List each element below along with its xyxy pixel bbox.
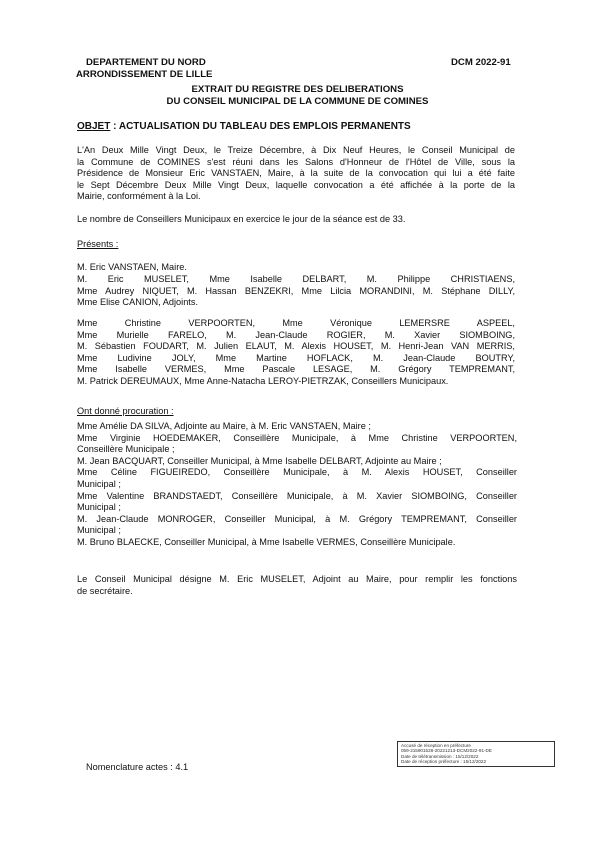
procuration-line: Municipal ; [77, 478, 121, 489]
adjoints-line: Mme Audrey NIQUET, M. Hassan BENZEKRI, Mme Lilcia MORANDINI, M. Stéphane DILLY, [77, 285, 515, 296]
procuration-line: Mme Céline FIGUEIREDO, Conseillère Municipale, à M. Alexis HOUSET, Conseiller [77, 467, 517, 478]
arrondissement-label: ARRONDISSEMENT DE LILLE [76, 69, 213, 80]
adjoints-paragraph [77, 274, 515, 309]
intro-line: Mairie, conformément à la Loi. [77, 191, 201, 202]
stamp-line: Date de télétransmission : 15/12/2022 [401, 753, 479, 759]
intro-line: la Commune de COMINES s'est réuni dans les Salons d'Honneur de l'Hôtel de Ville, sous la [77, 156, 515, 167]
nomenclature-text: Nomenclature actes : 4.1 [86, 762, 189, 772]
procuration-line: Conseillère Municipale ; [77, 444, 175, 455]
conseillers-line: Mme Ludivine JOLY, Mme Martine HOFLACK, M. Jean-Claude BOUTRY, [77, 352, 515, 363]
department-label: DEPARTEMENT DU NORD [86, 57, 206, 68]
conseillers-paragraph [77, 318, 515, 388]
secretaire-paragraph [77, 574, 517, 597]
prefecture-receipt-stamp [397, 741, 555, 767]
conseillers-line: Mme Murielle FARELO, M. Jean-Claude ROGIER, M. Xavier SIOMBOING, [77, 329, 515, 340]
procuration-line: Municipal ; [77, 525, 121, 536]
intro-line: le Sept Décembre Deux Mille Vingt Deux, laquelle convocation a été affichée à la porte de la [77, 179, 515, 190]
conseillers-line: Mme Isabelle VERMES, Mme Pascale LESAGE, M. Grégory TEMPREMANT, [77, 364, 515, 375]
stamp-line: Date de réception préfecture : 15/12/2022 [401, 759, 487, 765]
intro-line: Présidence de Monsieur Eric VANSTAEN, Maire, à la suite de la convocation qui lui a été faite [77, 168, 515, 179]
secretaire-line: de secrétaire. [77, 585, 133, 596]
mayor-line: M. Eric VANSTAEN, Maire. [77, 262, 187, 272]
adjoints-line: Mme Elise CANION, Adjoints. [77, 297, 199, 308]
procuration-line: Municipal ; [77, 502, 121, 513]
objet-heading [77, 121, 411, 133]
procuration-line: M. Jean BACQUART, Conseiller Municipal, à Mme Isabelle DELBART, Adjointe au Maire ; [77, 455, 442, 466]
procurations-paragraph [77, 421, 517, 549]
procuration-line: M. Jean-Claude MONROGER, Conseiller Municipal, à M. Grégory TEMPREMANT, Conseiller [77, 513, 517, 524]
reference-number: DCM 2022-91 [451, 57, 511, 68]
procuration-line: Mme Amélie DA SILVA, Adjointe au Maire, à M. Eric VANSTAEN, Maire ; [77, 421, 371, 431]
stamp-line: Accusé de réception en préfecture [401, 743, 471, 748]
objet-label: OBJET [77, 121, 111, 132]
procuration-line: Mme Virginie HOEDEMAKER, Conseillère Municipale, à Mme Christine VERPOORTEN, [77, 432, 517, 443]
document-title-line2: DU CONSEIL MUNICIPAL DE LA COMMUNE DE COMINES [166, 96, 429, 107]
procuration-line: M. Bruno BLAECKE, Conseiller Municipal, à Mme Isabelle VERMES, Conseillère Municipale. [77, 536, 456, 547]
intro-line: L'An Deux Mille Vingt Deux, le Treize Décembre, à Dix Neuf Heures, le Conseil Municipal de [77, 145, 515, 155]
conseillers-line: M. Patrick DEREUMAUX, Mme Anne-Natacha LEROY-PIETRZAK, Conseillers Municipaux. [77, 375, 449, 386]
adjoints-line: M. Eric MUSELET, Mme Isabelle DELBART, M. Philippe CHRISTIAENS, [77, 274, 515, 284]
conseillers-line: Mme Christine VERPOORTEN, Mme Véronique LEMERSRE ASPEEL, [77, 318, 515, 328]
secretaire-line: Le Conseil Municipal désigne M. Eric MUSELET, Adjoint au Maire, pour remplir les fonctions [77, 574, 517, 584]
procuration-label: Ont donné procuration : [77, 406, 174, 416]
intro-paragraph [77, 145, 515, 203]
quorum-text: Le nombre de Conseillers Municipaux en exercice le jour de la séance est de 33. [77, 214, 406, 224]
stamp-line: 059-215901528-20221213-DCM2022-91-DE [401, 748, 492, 754]
conseillers-line: M. Sébastien FOUDART, M. Julien ELAUT, M. Alexis HOUSET, M. Henri-Jean VAN MERRIS, [77, 341, 515, 352]
document-title-line1: EXTRAIT DU REGISTRE DES DELIBERATIONS [191, 84, 404, 95]
presents-label: Présents : [77, 239, 119, 249]
objet-text: : ACTUALISATION DU TABLEAU DES EMPLOIS PERMANENTS [110, 121, 411, 132]
procuration-line: Mme Valentine BRANDSTAEDT, Conseillère Municipale, à M. Xavier SIOMBOING, Conseiller [77, 490, 517, 501]
